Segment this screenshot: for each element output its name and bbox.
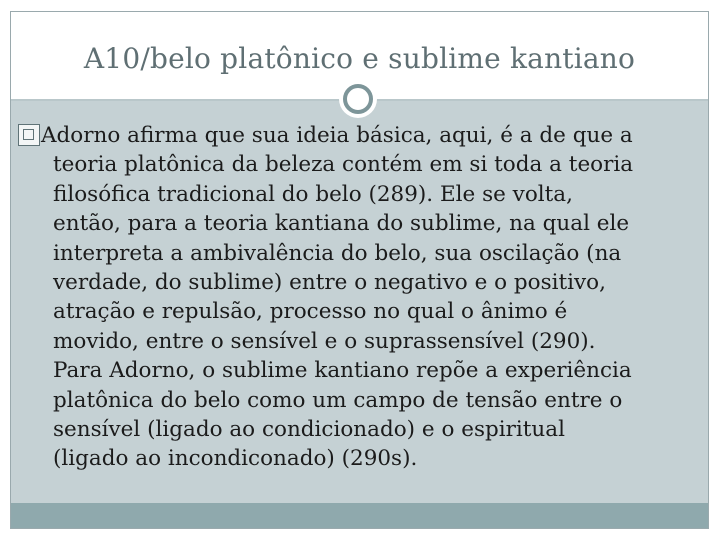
footer-bar <box>11 503 708 528</box>
paragraph-line: sensível (ligado ao condicionado) e o espiritual <box>53 417 565 443</box>
paragraph-line: verdade, do sublime) entre o negativo e o positivo, <box>53 270 606 296</box>
paragraph-line: então, para a teoria kantiana do sublime, na qual ele <box>53 211 630 237</box>
paragraph-line: platônica do belo como um campo de tensão entre o <box>53 387 623 413</box>
paragraph-line: Para Adorno, o sublime kantiano repõe a experiência <box>53 358 632 384</box>
body-paragraph <box>41 121 713 474</box>
paragraph-line: filosófica tradicional do belo (289). Ele se volta, <box>53 181 573 207</box>
slide-title: A10/belo platônico e sublime kantiano <box>83 42 636 75</box>
paragraph-line: interpreta a ambivalência do belo, sua oscilação (na <box>53 240 622 266</box>
paragraph-line: teoria platônica da beleza contém em si toda a teoria <box>53 152 634 178</box>
ring-ornament-icon <box>339 80 377 118</box>
ring-ornament-inner <box>343 84 373 114</box>
paragraph-line: atração e repulsão, processo no qual o ânimo é <box>53 299 568 325</box>
paragraph-line: (ligado ao incondiconado) (290s). <box>53 446 418 472</box>
square-bullet-icon <box>18 124 40 146</box>
paragraph-line: movido, entre o sensível e o suprassensível (290). <box>53 328 596 354</box>
square-bullet-inner <box>23 129 34 140</box>
paragraph-line: Adorno afirma que sua ideia básica, aqui, é a de que a <box>41 123 633 148</box>
